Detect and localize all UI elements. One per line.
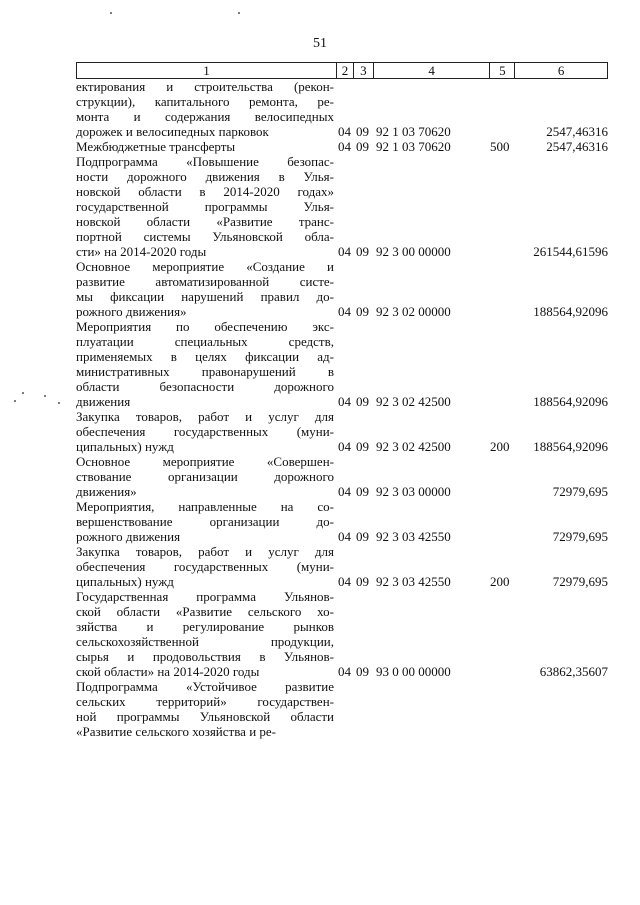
description-line: Мероприятия, направленные на со- xyxy=(76,499,334,514)
description-line: монта и содержания велосипедных xyxy=(76,109,334,124)
description-line: рожного движения xyxy=(76,529,181,544)
subsection-code: 09 xyxy=(356,484,369,499)
target-code: 92 3 02 00000 xyxy=(376,304,451,319)
header-col-2: 2 xyxy=(336,63,353,78)
target-code: 92 3 00 00000 xyxy=(376,244,451,259)
description-line: министративных правонарушений в xyxy=(76,364,334,379)
table-row xyxy=(76,79,608,139)
description-line: «Развитие сельского хозяйства и ре- xyxy=(76,724,277,739)
section-code: 04 xyxy=(338,484,351,499)
description-line: мы фиксации нарушений правил до- xyxy=(76,289,334,304)
target-code: 92 1 03 70620 xyxy=(376,139,451,154)
subsection-code: 09 xyxy=(356,574,369,589)
amount: 2547,46316 xyxy=(546,124,608,139)
row-description xyxy=(76,544,334,589)
target-code: 93 0 00 00000 xyxy=(376,664,451,679)
scan-speck xyxy=(110,12,112,14)
scan-speck xyxy=(22,392,24,394)
header-col-4: 4 xyxy=(373,63,490,78)
amount: 188564,92096 xyxy=(533,394,608,409)
description-line: рожного движения» xyxy=(76,304,187,319)
description-line: сельских территорий» государствен- xyxy=(76,694,334,709)
table-row xyxy=(76,319,608,409)
description-line: плуатации специальных средств, xyxy=(76,334,334,349)
expense-type-code: 500 xyxy=(490,139,510,154)
description-line: Основное мероприятие «Совершен- xyxy=(76,454,334,469)
header-col-6: 6 xyxy=(514,63,607,78)
target-code: 92 3 03 42550 xyxy=(376,574,451,589)
description-line: развитие автоматизированной систе- xyxy=(76,274,334,289)
table-body xyxy=(76,79,608,739)
description-line: портной системы Ульяновской обла- xyxy=(76,229,334,244)
row-description xyxy=(76,409,334,454)
subsection-code: 09 xyxy=(356,124,369,139)
header-col-5: 5 xyxy=(489,63,514,78)
subsection-code: 09 xyxy=(356,394,369,409)
description-line: струкции), капитального ремонта, ре- xyxy=(76,94,334,109)
section-code: 04 xyxy=(338,304,351,319)
amount: 261544,61596 xyxy=(533,244,608,259)
section-code: 04 xyxy=(338,574,351,589)
section-code: 04 xyxy=(338,124,351,139)
description-line: Межбюджетные трансферты xyxy=(76,139,236,154)
amount: 72979,695 xyxy=(552,529,608,544)
target-code: 92 3 03 00000 xyxy=(376,484,451,499)
target-code: 92 3 02 42500 xyxy=(376,394,451,409)
row-description xyxy=(76,499,334,544)
page-number: 51 xyxy=(313,36,327,51)
target-code: 92 3 02 42500 xyxy=(376,439,451,454)
description-line: сырья и продовольствия в Ульянов- xyxy=(76,649,334,664)
subsection-code: 09 xyxy=(356,439,369,454)
subsection-code: 09 xyxy=(356,529,369,544)
description-line: области безопасности дорожного xyxy=(76,379,334,394)
section-code: 04 xyxy=(338,139,351,154)
description-line: дорожек и велосипедных парковок xyxy=(76,124,269,139)
table-header xyxy=(76,62,608,79)
description-line: новской области «Развитие транс- xyxy=(76,214,334,229)
table-row xyxy=(76,499,608,544)
description-line: Подпрограмма «Повышение безопас- xyxy=(76,154,334,169)
subsection-code: 09 xyxy=(356,139,369,154)
scan-speck xyxy=(58,402,60,404)
table-row xyxy=(76,454,608,499)
table-row xyxy=(76,544,608,589)
description-line: ской области «Развитие сельского хо- xyxy=(76,604,334,619)
description-line: Мероприятия по обеспечению экс- xyxy=(76,319,334,334)
description-line: ектирования и строительства (рекон- xyxy=(76,79,334,94)
description-line: ной программы Ульяновской области xyxy=(76,709,334,724)
table-row xyxy=(76,259,608,319)
description-line: движения» xyxy=(76,484,137,499)
amount: 72979,695 xyxy=(552,484,608,499)
description-line: Государственная программа Ульянов- xyxy=(76,589,334,604)
section-code: 04 xyxy=(338,529,351,544)
section-code: 04 xyxy=(338,439,351,454)
description-line: обеспечения государственных (муни- xyxy=(76,559,334,574)
description-line: Подпрограмма «Устойчивое развитие xyxy=(76,679,334,694)
description-line: обеспечения государственных (муни- xyxy=(76,424,334,439)
description-line: сти» на 2014-2020 годы xyxy=(76,244,207,259)
table-row xyxy=(76,139,608,154)
table-row xyxy=(76,154,608,259)
amount: 72979,695 xyxy=(552,574,608,589)
row-description xyxy=(76,79,334,139)
scan-speck xyxy=(14,400,16,402)
description-line: государственной программы Улья- xyxy=(76,199,334,214)
section-code: 04 xyxy=(338,244,351,259)
row-description xyxy=(76,139,334,154)
subsection-code: 09 xyxy=(356,304,369,319)
description-line: новской области в 2014-2020 годах» xyxy=(76,184,334,199)
table-row xyxy=(76,589,608,679)
target-code: 92 1 03 70620 xyxy=(376,124,451,139)
row-description xyxy=(76,259,334,319)
description-line: ской области» на 2014-2020 годы xyxy=(76,664,260,679)
subsection-code: 09 xyxy=(356,664,369,679)
description-line: ципальных) нужд xyxy=(76,574,174,589)
description-line: сельскохозяйственной продукции, xyxy=(76,634,334,649)
section-code: 04 xyxy=(338,664,351,679)
amount: 63862,35607 xyxy=(539,664,608,679)
description-line: применяемых в целях фиксации ад- xyxy=(76,349,334,364)
description-line: ципальных) нужд xyxy=(76,439,174,454)
target-code: 92 3 03 42550 xyxy=(376,529,451,544)
table-row xyxy=(76,679,608,739)
table-row xyxy=(76,409,608,454)
row-description xyxy=(76,454,334,499)
scan-speck xyxy=(44,395,46,397)
description-line: Закупка товаров, работ и услуг для xyxy=(76,409,334,424)
description-line: вершенствование организации до- xyxy=(76,514,334,529)
amount: 188564,92096 xyxy=(533,304,608,319)
description-line: Закупка товаров, работ и услуг для xyxy=(76,544,334,559)
amount: 188564,92096 xyxy=(533,439,608,454)
row-description xyxy=(76,154,334,259)
description-line: зяйства и регулирование рынков xyxy=(76,619,334,634)
row-description xyxy=(76,319,334,409)
section-code: 04 xyxy=(338,394,351,409)
header-col-3: 3 xyxy=(353,63,373,78)
description-line: движения xyxy=(76,394,131,409)
expense-type-code: 200 xyxy=(490,439,510,454)
row-description xyxy=(76,589,334,679)
description-line: Основное мероприятие «Создание и xyxy=(76,259,334,274)
header-col-1: 1 xyxy=(203,63,210,78)
description-line: ности дорожного движения в Улья- xyxy=(76,169,334,184)
row-description xyxy=(76,679,334,739)
expense-type-code: 200 xyxy=(490,574,510,589)
subsection-code: 09 xyxy=(356,244,369,259)
amount: 2547,46316 xyxy=(546,139,608,154)
scan-speck xyxy=(238,12,240,14)
description-line: ствование организации дорожного xyxy=(76,469,334,484)
